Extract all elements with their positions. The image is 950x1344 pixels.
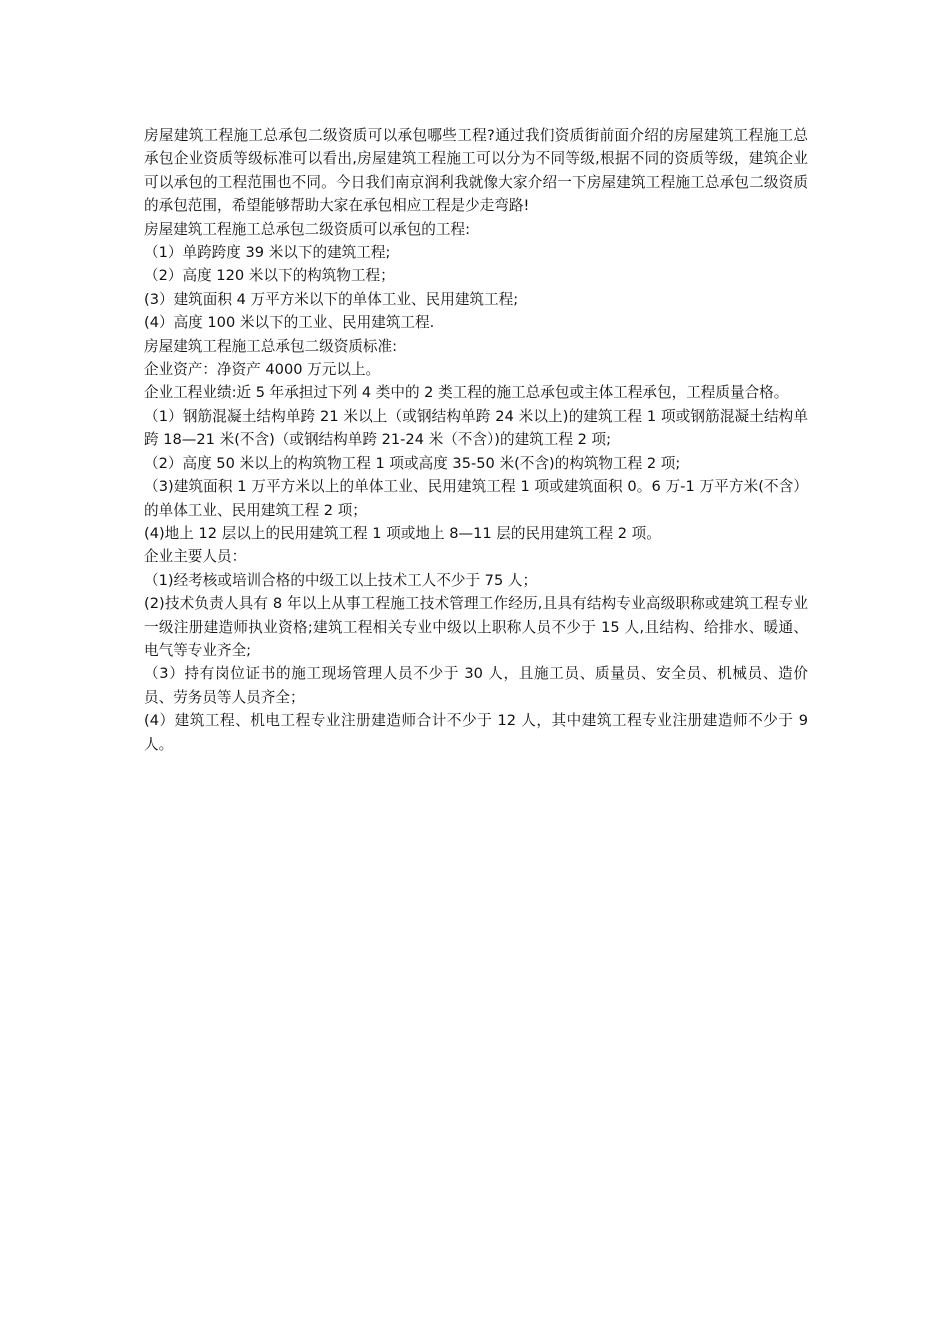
performance-item-1: （1）钢筋混凝土结构单跨 21 米以上（或钢结构单跨 24 米以上)的建筑工程 1 项或钢筋混凝土结构单跨 18—21 米(不含)（或钢结构单跨 21-24 米（不含）)的建筑工程 2 项; — [144, 407, 808, 449]
scope-item-3: (3）建筑面积 4 万平方米以下的单体工业、民用建筑工程; — [144, 290, 519, 308]
scope-item-2: （2）高度 120 米以下的构筑物工程； — [144, 267, 395, 285]
personnel-item-4: (4）建筑工程、机电工程专业注册建造师合计不少于 12 人，其中建筑工程专业注册建造师不少于 9 人。 — [144, 712, 808, 753]
personnel-heading: 企业主要人员： — [144, 548, 247, 566]
scope-item-1: （1）单跨跨度 39 米以下的建筑工程; — [144, 244, 391, 262]
scope-item-4: (4）高度 100 米以下的工业、民用建筑工程. — [144, 314, 435, 332]
standard-heading: 房屋建筑工程施工总承包二级资质标准: — [144, 337, 398, 355]
intro-paragraph: 房屋建筑工程施工总承包二级资质可以承包哪些工程?通过我们资质街前面介绍的房屋建筑工程施工总承包企业资质等级标准可以看出,房屋建筑工程施工可以分为不同等级,根据不同的资质等级，建筑企业可以承包的工程范围也不同。今日我们南京润利我就像大家介绍一下房屋建筑工程施工总承包二级资质的承包范围，希望能够帮助大家在承包相应工程是少走弯路! — [144, 127, 808, 215]
assets-paragraph: 企业资产：净资产 4000 万元以上。 — [144, 361, 381, 379]
personnel-item-2: (2)技术负责人具有 8 年以上从事工程施工技术管理工作经历,且具有结构专业高级职称或建筑工程专业一级注册建造师执业资格;建筑工程相关专业中级以上职称人员不少于 15 人,且结构、给排水、暖通、电气等专业齐全; — [144, 595, 808, 659]
performance-item-2: （2）高度 50 米以上的构筑物工程 1 项或高度 35-50 米(不含)的构筑物工程 2 项; — [144, 454, 681, 472]
performance-item-3: （3)建筑面积 1 万平方米以上的单体工业、民用建筑工程 1 项或建筑面积 0。6 万-1 万平方米(不含）的单体工业、民用建筑工程 2 项； — [144, 478, 808, 519]
personnel-item-3: （3）持有岗位证书的施工现场管理人员不少于 30 人，且施工员、质量员、安全员、机械员、造价员、劳务员等人员齐全； — [144, 665, 808, 706]
document-body — [144, 124, 808, 756]
personnel-item-1: （1)经考核或培训合格的中级工以上技术工人不少于 75 人； — [144, 571, 538, 589]
scope-heading: 房屋建筑工程施工总承包二级资质可以承包的工程: — [144, 220, 470, 238]
performance-paragraph: 企业工程业绩:近 5 年承担过下列 4 类中的 2 类工程的施工总承包或主体工程承包，工程质量合格。 — [144, 384, 789, 402]
performance-item-4: (4)地上 12 层以上的民用建筑工程 1 项或地上 8—11 层的民用建筑工程 2 项。 — [144, 524, 661, 542]
